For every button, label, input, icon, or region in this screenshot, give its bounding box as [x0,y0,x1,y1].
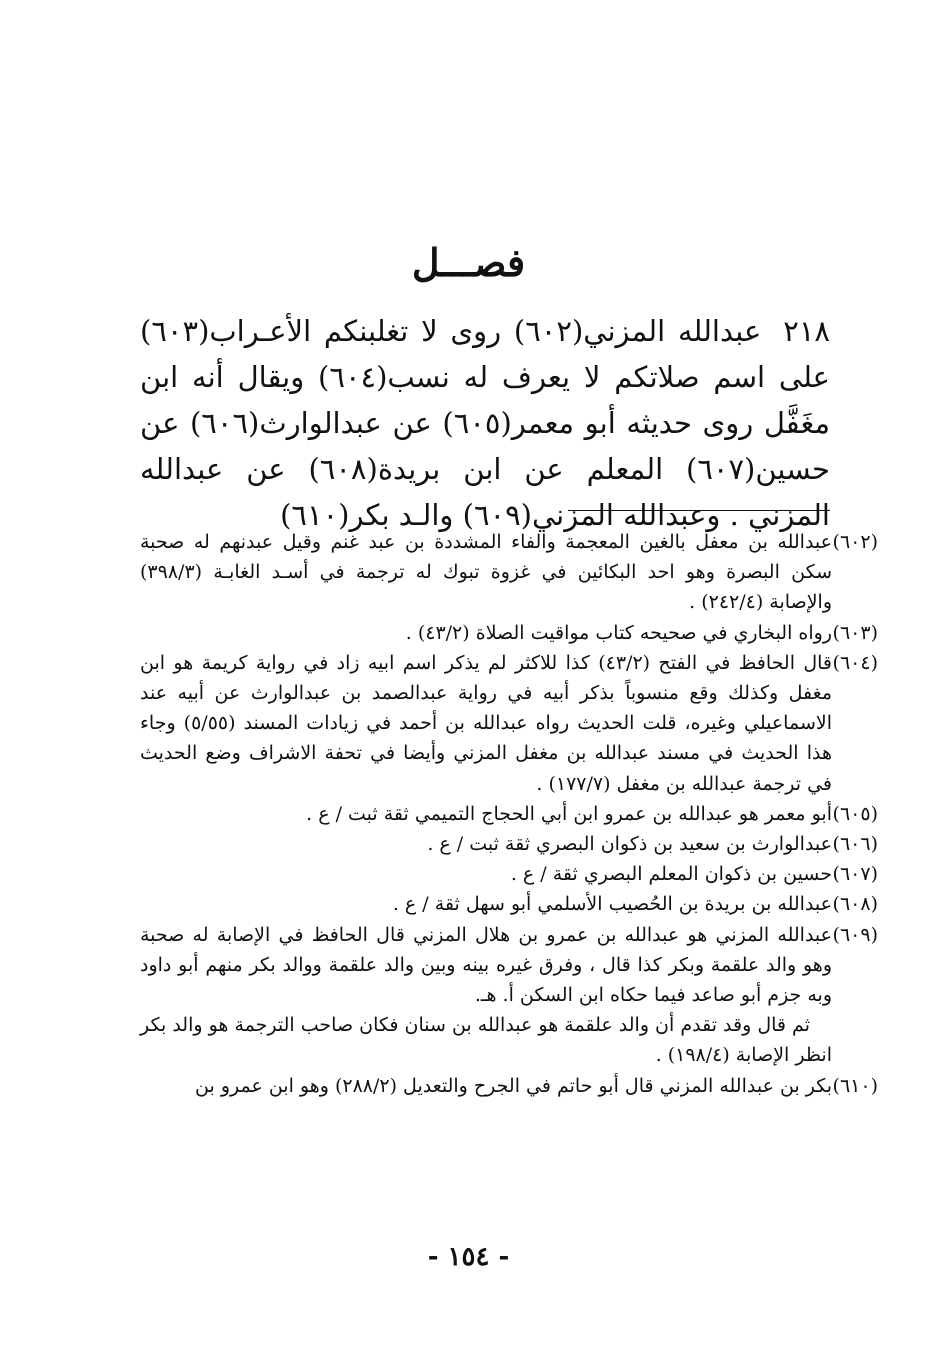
footnote-number: (٦٠٦) [832,833,878,856]
footnote-604 [140,648,878,799]
entry-text: عبدالله المزني(٦٠٢) روى لا تغلبنكم الأعـراب(٦٠٣) على اسم صلاتكم لا يعرف له نسب(٦٠٤) ويقال أنه ابن مغَفَّل روى حديثه أبو معمر(٦٠٥) عن عبدالوارث(٦٠٦) عن حسين(٦٠٧) المعلم عن ابن بريدة(٦٠٨) عن عبدالله المزني . وعبدالله المزني(٦٠٩) والـد بكر(٦١٠) [140,314,830,532]
footnote-610 [140,1071,878,1101]
footnote-number: (٦٠٧) [832,863,878,886]
footnote-separator [568,510,830,511]
entry-number: ٢١٨ [783,314,830,348]
footnote-text: بكر بن عبدالله المزني قال أبو حاتم في الجرح والتعديل (٢٨٨/٢) وهو ابن عمرو بن [195,1074,832,1097]
footnote-text: أبو معمر هو عبدالله بن عمرو ابن أبي الحجاج التميمي ثقة ثبت / ع . [306,802,832,825]
footnote-text: رواه البخاري في صحيحه كتاب مواقيت الصلاة (٤٣/٢) . [405,621,832,644]
main-entry [140,308,830,538]
footnote-number: (٦٠٩) [832,923,878,946]
footnote-number: (٦٠٢) [832,531,878,553]
footnote-607 [140,859,878,889]
page-number: - ١٥٤ - [427,1242,510,1272]
footnote-text: عبدالله بن بريدة بن الحُصيب الأسلمي أبو سهل ثقة / ع . [392,893,832,916]
footnote-text: عبدالله المزني هو عبدالله بن عمرو بن هلال المزني قال الحافظ في الإصابة له صحبة وهو والد علقمة وبكر كذا قال ، وفرق غيره بينه وبين والد علقمة ووالد بكر منهم أبو داود وبه جزم أبو صاعد فيما حكاه ابن السكن أ. هـ. [140,923,832,1007]
footnote-text: عبدالله بن معفل بالغين المعجمة والفاء المشددة بن عبد غنم وقيل عبدنهم له صحبة سكن البصرة وهو احد البكائين في غزوة تبوك له ترجمة في أسـد الغابـة (٣٩٨/٣) والإصابة (٢٤٢/٤) . [140,531,832,614]
footnote-number: (٦١٠) [832,1074,878,1097]
footnote-608 [140,889,878,919]
footnote-609 [140,920,878,1011]
footnote-602 [140,527,878,618]
footnote-number: (٦٠٥) [832,802,878,825]
footnote-606 [140,829,878,859]
footnote-number: (٦٠٣) [832,621,878,644]
footnote-603 [140,618,878,648]
section-title: فصـــل [411,240,526,285]
footnote-number: (٦٠٨) [832,893,878,916]
footnote-text: حسين بن ذكوان المعلم البصري ثقة / ع . [510,863,832,886]
footnote-605 [140,799,878,829]
footnote-609-continuation: ثم قال وقد تقدم أن والد علقمة هو عبدالله بن سنان فكان صاحب الترجمة هو والد بكر انظر الإصابة (١٩٨/٤) . [140,1014,832,1067]
footnote-text: عبدالوارث بن سعيد بن ذكوان البصري ثقة ثبت / ع . [427,833,832,856]
footnotes-list [140,527,878,1101]
footnote-text: قال الحافظ في الفتح (٤٣/٢) كذا للاكثر لم يذكر اسم ابيه زاد في رواية كريمة هو ابن مغفل وكذلك وقع منسوباً بذكر أبيه في رواية عبدالصمد بن عبدالوارث عن أبيه عند الاسماعيلي وغيره، قلت الحديث رواه عبدالله بن أحمد في زيادات المسند (٥/٥٥) وجاء هذا الحديث في مسند عبدالله بن مغفل المزني وأيضا في تحفة الاشراف وضع الحديث في ترجمة عبدالله بن مغفل (١٧٧/٧) . [140,651,832,795]
footnote-number: (٦٠٤) [832,651,878,674]
